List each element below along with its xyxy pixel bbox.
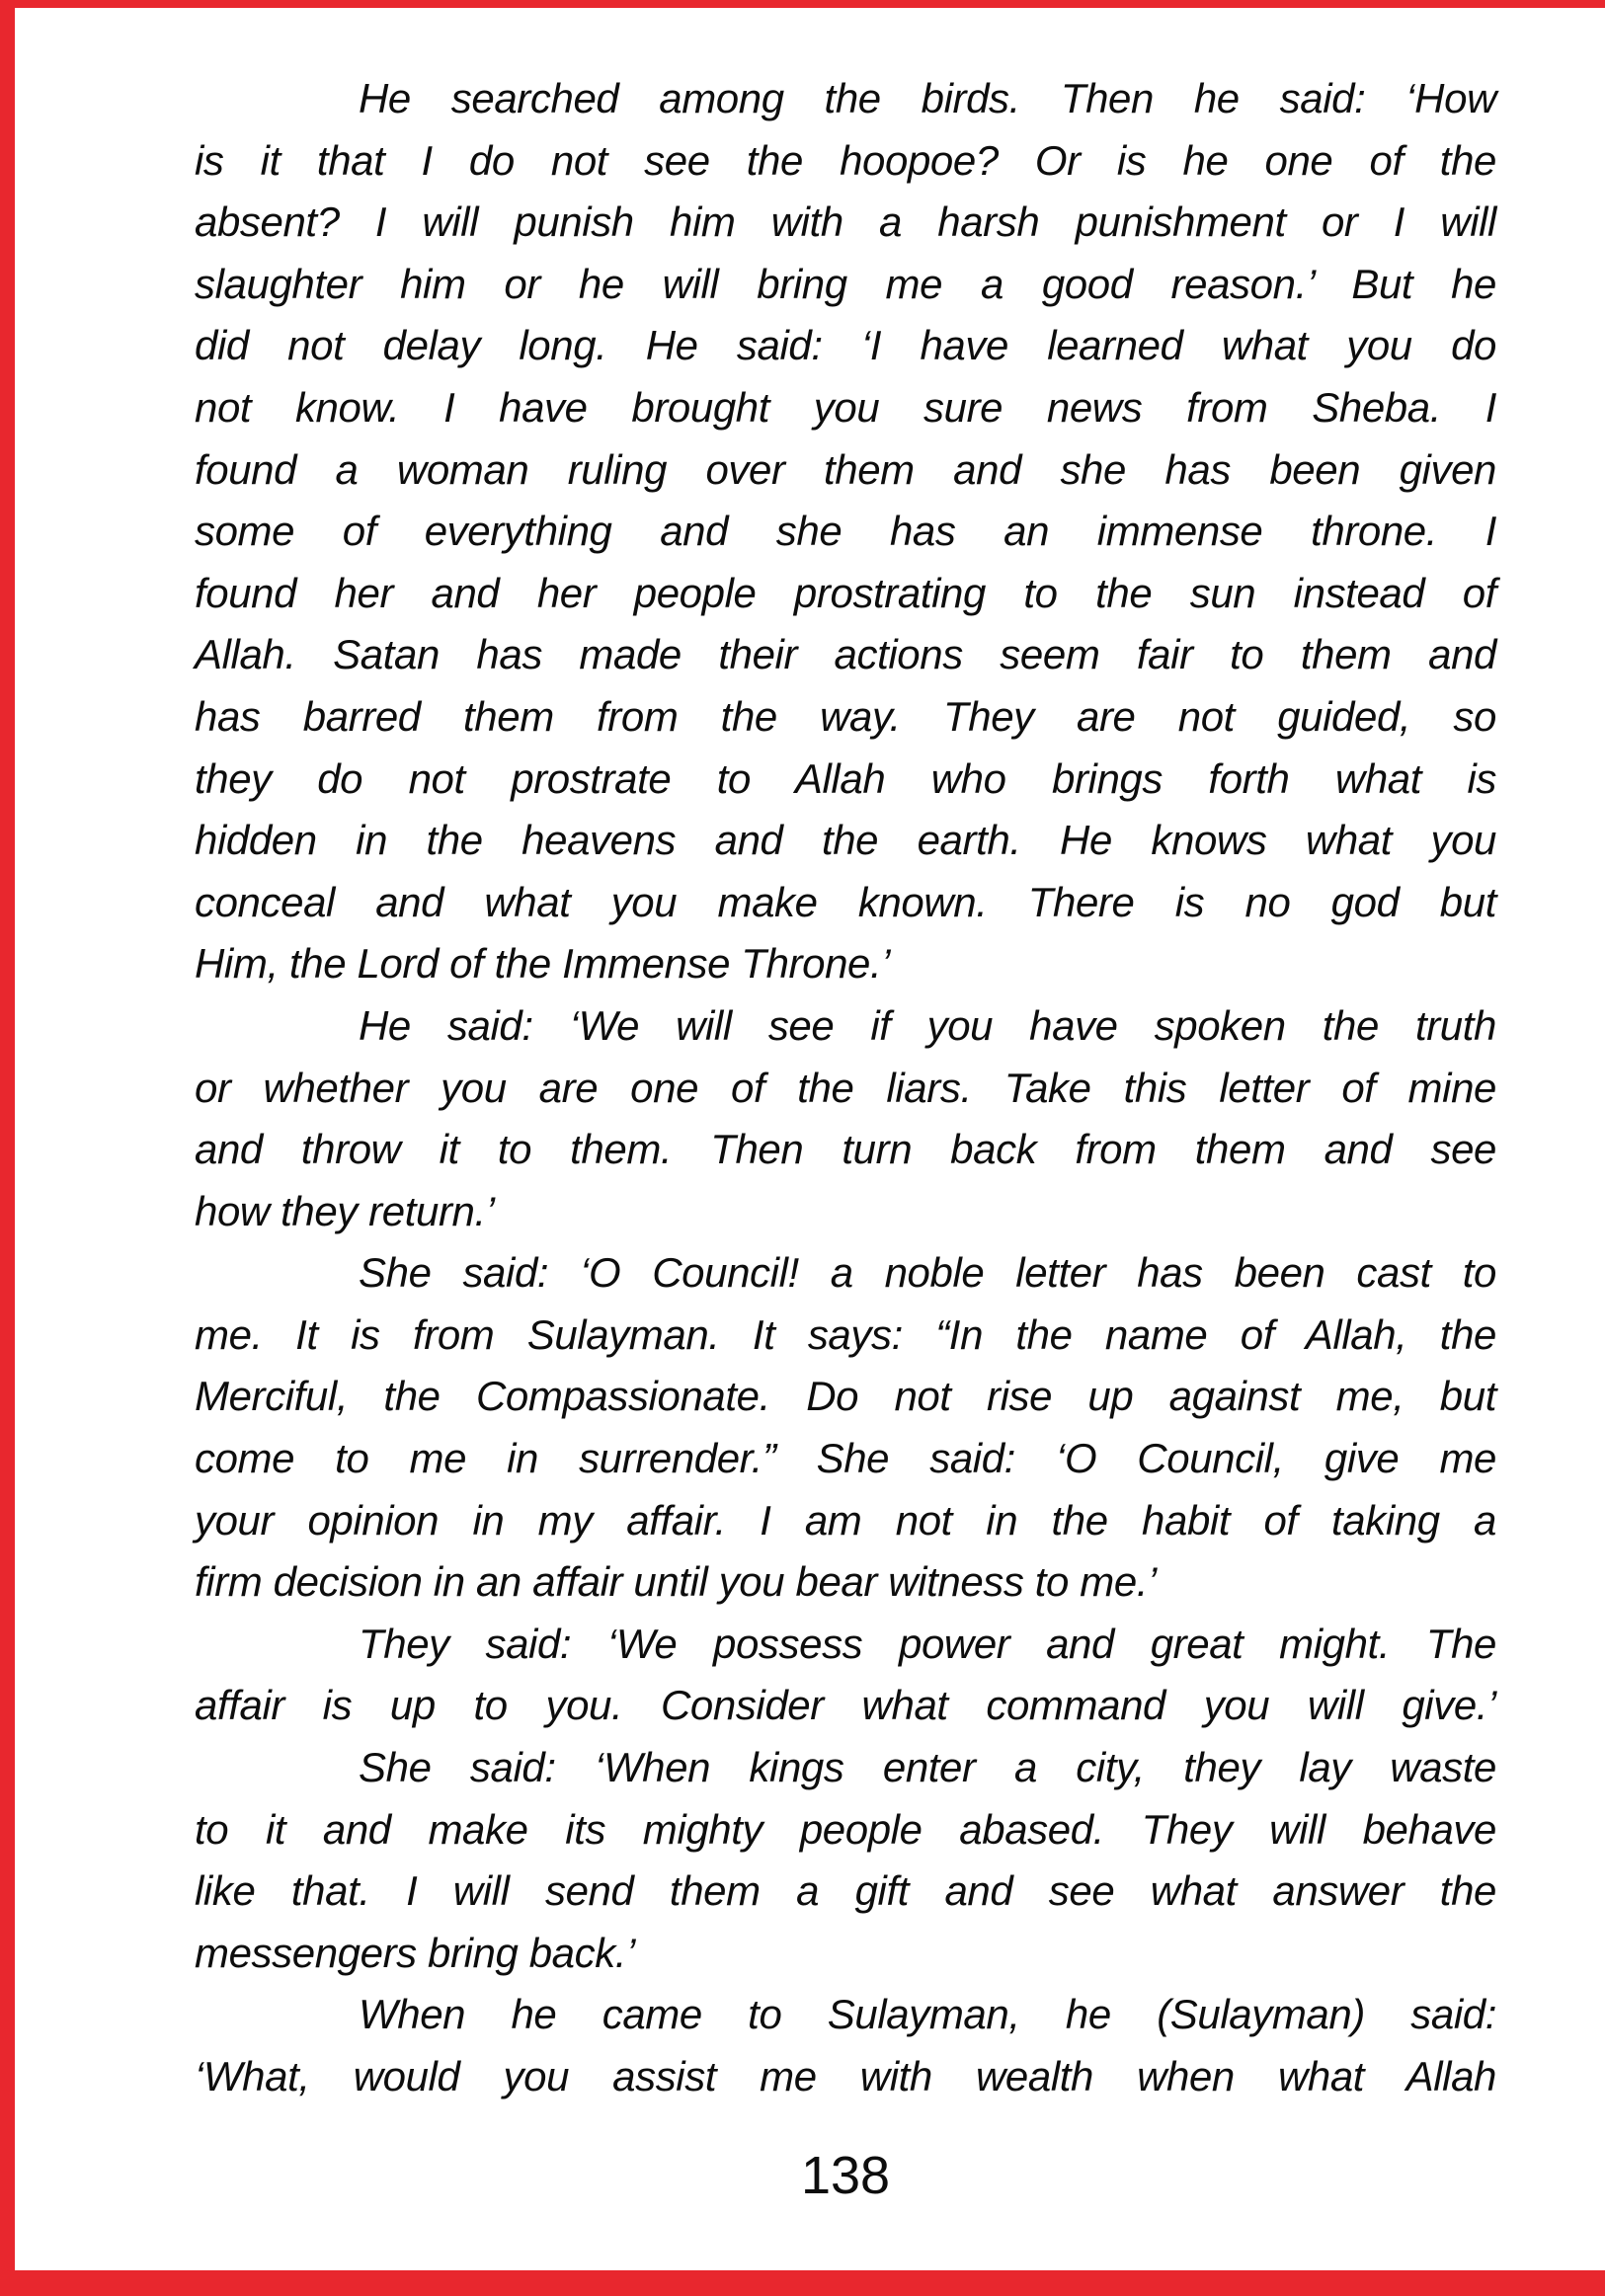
text-line: Merciful, the Compassionate. Do not rise up against me, but xyxy=(195,1373,1496,1420)
text-line: has barred them from the way. They are not guided, so xyxy=(195,692,1496,740)
text-line: and throw it to them. Then turn back from them and see xyxy=(195,1126,1496,1173)
scan-edge-bottom xyxy=(0,2270,1605,2296)
text-line: He said: ‘We will see if you have spoken the truth xyxy=(359,1001,1496,1049)
text-line: conceal and what you make known. There is no god but xyxy=(195,878,1496,925)
text-line: absent? I will punish him with a harsh punishment or I will xyxy=(195,198,1496,246)
text-line: come to me in surrender.” She said: ‘O Council, give me xyxy=(195,1435,1496,1482)
text-line: how they return.’ xyxy=(195,1187,495,1234)
text-line: firm decision in an affair until you bear witness to me.’ xyxy=(195,1558,1157,1606)
text-line: ‘What, would you assist me with wealth when what Allah xyxy=(195,2053,1496,2099)
page-number: 138 xyxy=(800,2146,891,2205)
text-line: found her and her people prostrating to the sun instead of xyxy=(195,569,1496,616)
scan-edge-left xyxy=(0,0,15,2296)
text-line: some of everything and she has an immense throne. I xyxy=(195,508,1496,555)
text-line: Him, the Lord of the Immense Throne.’ xyxy=(195,940,891,988)
text-line: She said: ‘O Council! a noble letter has been cast to xyxy=(359,1249,1496,1297)
text-line: He searched among the birds. Then he said: ‘How xyxy=(359,75,1496,121)
text-line: is it that I do not see the hoopoe? Or is he one of the xyxy=(195,136,1496,184)
text-line: affair is up to you. Consider what command you will give.’ xyxy=(195,1682,1496,1729)
text-line: She said: ‘When kings enter a city, they lay waste xyxy=(359,1744,1496,1791)
text-line: to it and make its mighty people abased. They will behave xyxy=(195,1805,1496,1853)
text-line: did not delay long. He said: ‘I have learned what you do xyxy=(195,322,1496,369)
text-line: found a woman ruling over them and she has been given xyxy=(195,445,1496,493)
scan-edge-top xyxy=(0,0,1605,8)
text-line: like that. I will send them a gift and see what answer the xyxy=(195,1867,1496,1915)
text-line: hidden in the heavens and the earth. He knows what you xyxy=(195,817,1496,864)
text-line: your opinion in my affair. I am not in the habit of taking a xyxy=(195,1496,1496,1544)
text-line: me. It is from Sulayman. It says: “In the name of Allah, the xyxy=(195,1310,1496,1358)
text-line: slaughter him or he will bring me a good reason.’ But he xyxy=(195,260,1496,307)
text-line: they do not prostrate to Allah who brings forth what is xyxy=(195,754,1496,802)
text-line: They said: ‘We possess power and great might. The xyxy=(359,1620,1496,1667)
text-line: not know. I have brought you sure news from Sheba. I xyxy=(195,383,1496,431)
text-line: When he came to Sulayman, he (Sulayman) said: xyxy=(359,1991,1496,2038)
text-line: Allah. Satan has made their actions seem fair to them and xyxy=(195,631,1496,678)
text-line: or whether you are one of the liars. Take this letter of mine xyxy=(195,1064,1496,1111)
text-line: messengers bring back.’ xyxy=(195,1929,636,1976)
